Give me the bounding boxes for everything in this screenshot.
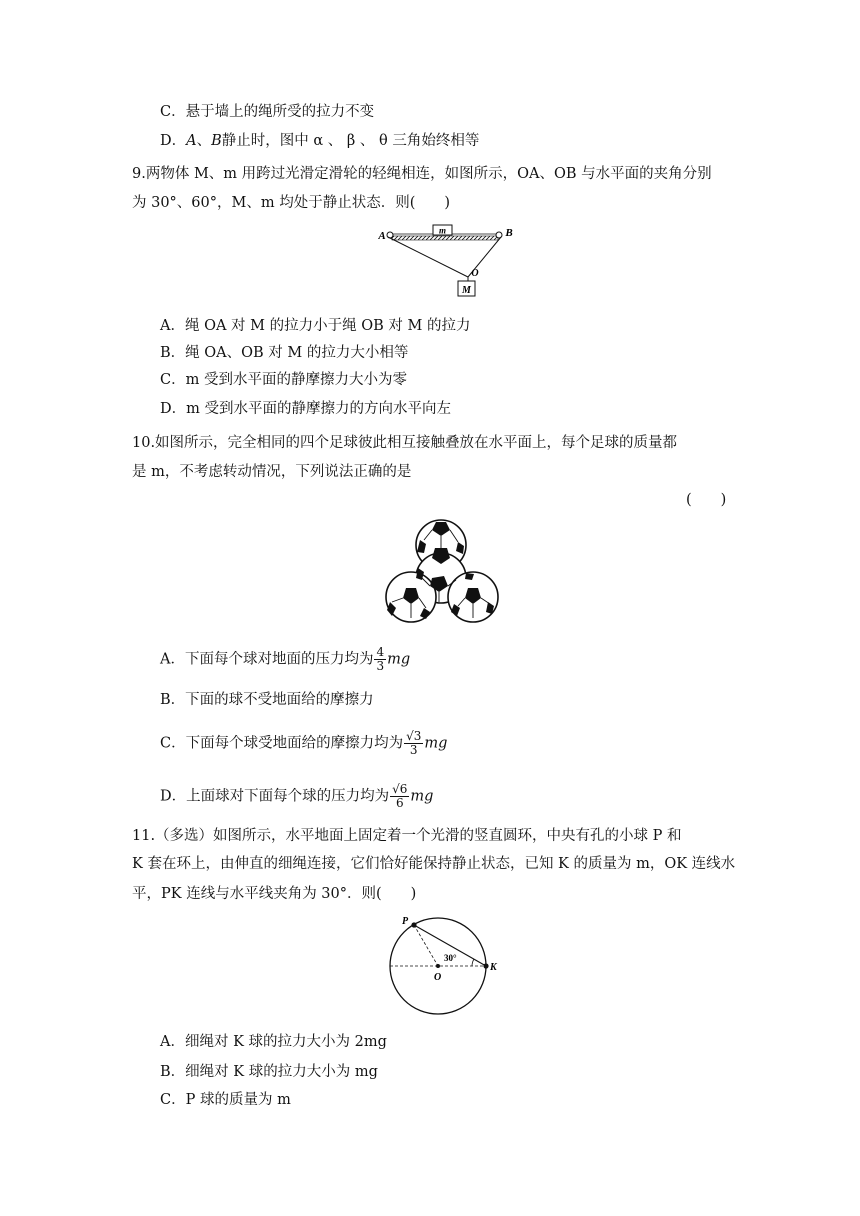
q11-ball-k <box>483 963 488 968</box>
q9-stem-line1: 9.两物体 M、m 用跨过光滑定滑轮的轻绳相连，如图所示，OA、OB 与水平面的夹角分别 <box>132 166 712 182</box>
q9-option-c: C．m 受到水平面的静摩擦力大小为零 <box>160 372 407 388</box>
q8-option-d-text: 静止时，图中 α 、 β 、 θ 三角始终相等 <box>221 133 480 149</box>
q11-label-k: K <box>490 962 497 973</box>
q11-line-op <box>414 925 438 966</box>
q11-label-p: P <box>402 916 409 927</box>
q10-option-b: B．下面的球不受地面给的摩擦力 <box>160 692 374 708</box>
q11-stem-line3: 平，PK 连线与水平线夹角为 30°．则( ) <box>132 886 417 902</box>
q10-footballs-figure <box>380 518 506 624</box>
q10-option-d <box>160 783 433 810</box>
q10-option-a-fraction <box>374 646 386 673</box>
q8-option-d-sep: 、 <box>196 133 212 149</box>
q9-option-d: D．m 受到水平面的静摩擦力的方向水平向左 <box>160 401 451 417</box>
q9-pulley-a <box>387 232 393 238</box>
q9-option-b: B．绳 OA、OB 对 M 的拉力大小相等 <box>160 345 409 361</box>
q11-option-c: C．P 球的质量为 m <box>160 1092 291 1108</box>
q11-center-o <box>436 964 440 968</box>
q9-stem-line2: 为 30°、60°，M、m 均处于静止状态．则( ) <box>132 195 451 211</box>
q8-option-c: C．悬于墙上的绳所受的拉力不变 <box>160 104 375 120</box>
q10-option-a-denominator: 3 <box>376 659 385 673</box>
q9-label-o: O <box>471 268 479 279</box>
q10-option-d-denominator: 6 <box>395 796 404 810</box>
q11-ball-p <box>411 922 416 927</box>
q11-ring-figure <box>380 910 510 1020</box>
q11-angle-arc <box>472 959 474 966</box>
q10-option-a-unit: mg <box>387 651 411 668</box>
q10-option-c-text: C．下面每个球受地面给的摩擦力均为 <box>160 735 404 752</box>
q10-option-c-unit: mg <box>424 735 448 752</box>
q9-table-surface <box>392 236 498 240</box>
q11-label-o: O <box>434 972 442 983</box>
q10-option-a-numerator: 4 <box>376 645 385 659</box>
q10-option-d-unit: mg <box>410 788 434 805</box>
q11-stem-line2: K 套在环上，由伸直的细绳连接，它们恰好能保持静止状态，已知 K 的质量为 m，OK 连线水 <box>132 856 736 872</box>
q10-option-c-fraction <box>404 730 423 757</box>
q9-label-big-m: M <box>462 285 471 296</box>
q9-option-a: A．绳 OA 对 M 的拉力小于绳 OB 对 M 的拉力 <box>160 318 471 334</box>
q10-option-c <box>160 730 447 757</box>
q10-stem-line1: 10.如图所示，完全相同的四个足球彼此相互接触叠放在水平面上，每个足球的质量都 <box>132 435 678 451</box>
q10-option-d-text: D．上面球对下面每个球的压力均为 <box>160 788 390 805</box>
q8-option-d-prefix: D． <box>160 133 187 149</box>
q10-option-c-numerator: √3 <box>406 729 422 743</box>
q10-option-c-denominator: 3 <box>409 743 418 757</box>
q9-figure <box>378 220 518 300</box>
q9-rope-oa <box>388 237 468 277</box>
q10-option-a <box>160 646 410 673</box>
q10-option-a-text: A．下面每个球对地面的压力均为 <box>160 651 374 668</box>
q9-label-m: m <box>438 225 447 236</box>
q10-answer-bracket: ( ) <box>686 492 727 508</box>
q11-option-a: A．细绳对 K 球的拉力大小为 2mg <box>160 1034 387 1050</box>
q9-label-b: B <box>505 227 513 239</box>
q10-option-d-fraction <box>390 783 409 810</box>
q9-label-a: A <box>378 230 386 242</box>
q10-stem-line2: 是 m，不考虑转动情况，下列说法正确的是 <box>132 464 412 480</box>
q8-option-d-b: B <box>211 133 222 149</box>
q11-option-b: B．细绳对 K 球的拉力大小为 mg <box>160 1064 378 1080</box>
q11-stem-line1: 11.（多选）如图所示，水平地面上固定着一个光滑的竖直圆环，中央有孔的小球 P 和 <box>132 828 682 844</box>
q8-option-d <box>160 131 479 151</box>
q10-option-d-numerator: √6 <box>392 782 408 796</box>
q11-label-angle: 30° <box>444 953 457 963</box>
q8-option-d-a: A <box>186 133 197 149</box>
